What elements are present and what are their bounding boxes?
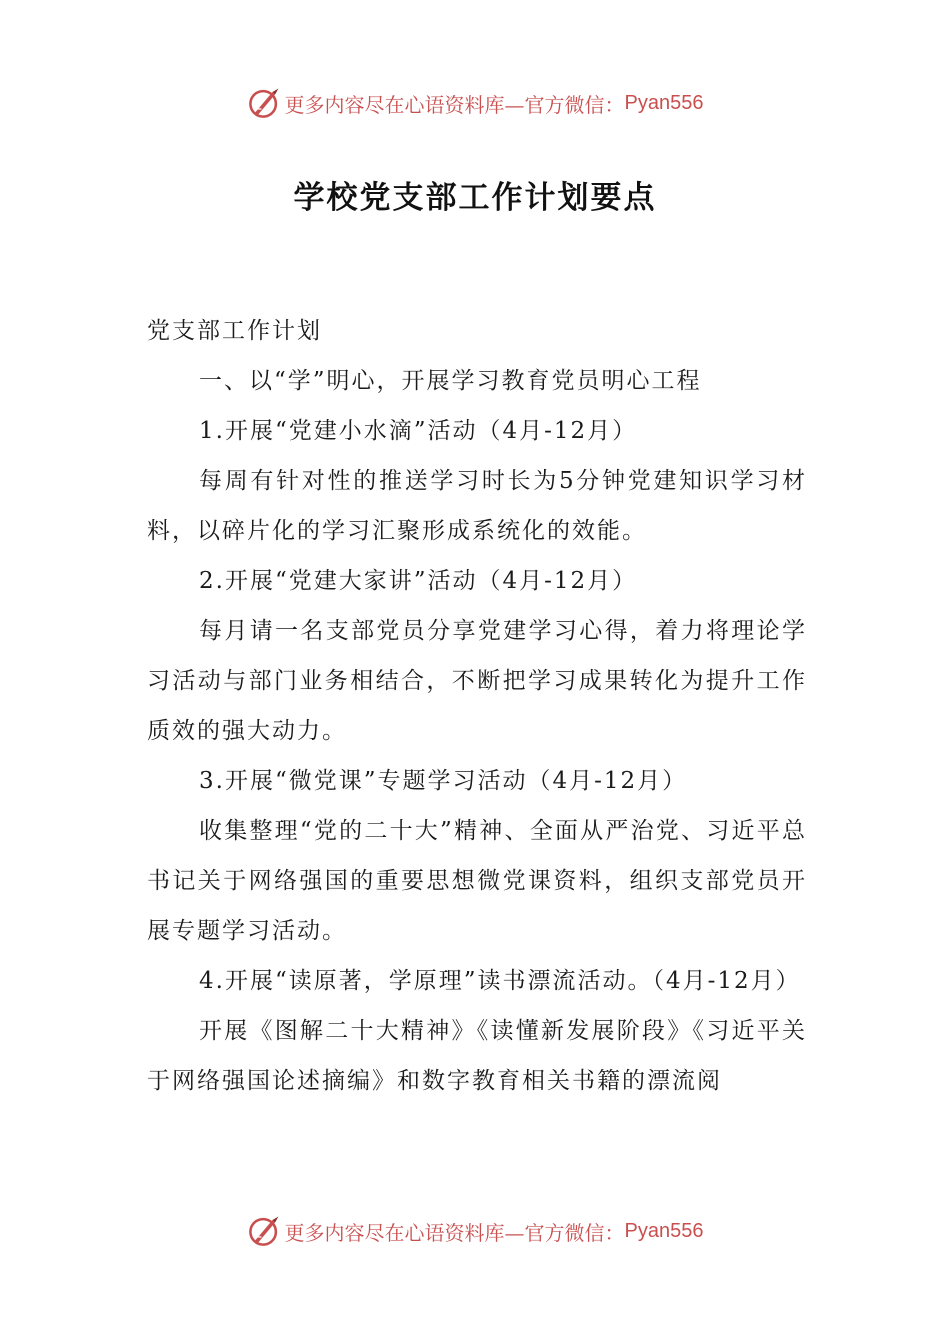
watermark-text: 更多内容尽在心语资料库—官方微信： bbox=[284, 92, 625, 117]
section-heading: 一、以“学”明心，开展学习教育党员明心工程 bbox=[199, 368, 702, 394]
quill-pen-circle-icon bbox=[247, 1214, 281, 1248]
item-paragraph: 每周有针对性的推送学习时长为5分钟党建知识学习材料，以碎片化的学习汇聚形成系统化的效能。 bbox=[147, 468, 807, 544]
item-paragraph: 开展《图解二十大精神》《读懂新发展阶段》《习近平关于网络强国论述摘编》和数字教育相关书籍的漂流阅 bbox=[147, 1018, 807, 1094]
item-paragraph: 收集整理“党的二十大”精神、全面从严治党、习近平总书记关于网络强国的重要思想微党课资料，组织支部党员开展专题学习活动。 bbox=[147, 818, 807, 944]
item-heading: 2.开展“党建大家讲”活动（4月-12月） bbox=[199, 568, 638, 594]
header-watermark bbox=[0, 83, 950, 123]
item-heading: 3.开展“微党课”专题学习活动（4月-12月） bbox=[199, 768, 688, 794]
watermark-text: 更多内容尽在心语资料库—官方微信： bbox=[284, 1220, 625, 1245]
document-title: 学校党支部工作计划要点 bbox=[293, 180, 657, 216]
item-heading: 1.开展“党建小水滴”活动（4月-12月） bbox=[199, 418, 638, 444]
watermark-wechat-id: Pyan556 bbox=[624, 91, 704, 114]
item-heading: 4.开展“读原著，学原理”读书漂流活动。（4月-12月） bbox=[199, 968, 801, 994]
quill-pen-circle-icon bbox=[247, 86, 281, 120]
watermark-wechat-id: Pyan556 bbox=[624, 1219, 704, 1242]
section-label: 党支部工作计划 bbox=[147, 318, 322, 344]
document-body bbox=[147, 306, 807, 1106]
item-paragraph: 每月请一名支部党员分享党建学习心得，着力将理论学习活动与部门业务相结合，不断把学习成果转化为提升工作质效的强大动力。 bbox=[147, 618, 807, 744]
footer-watermark bbox=[0, 1211, 950, 1251]
